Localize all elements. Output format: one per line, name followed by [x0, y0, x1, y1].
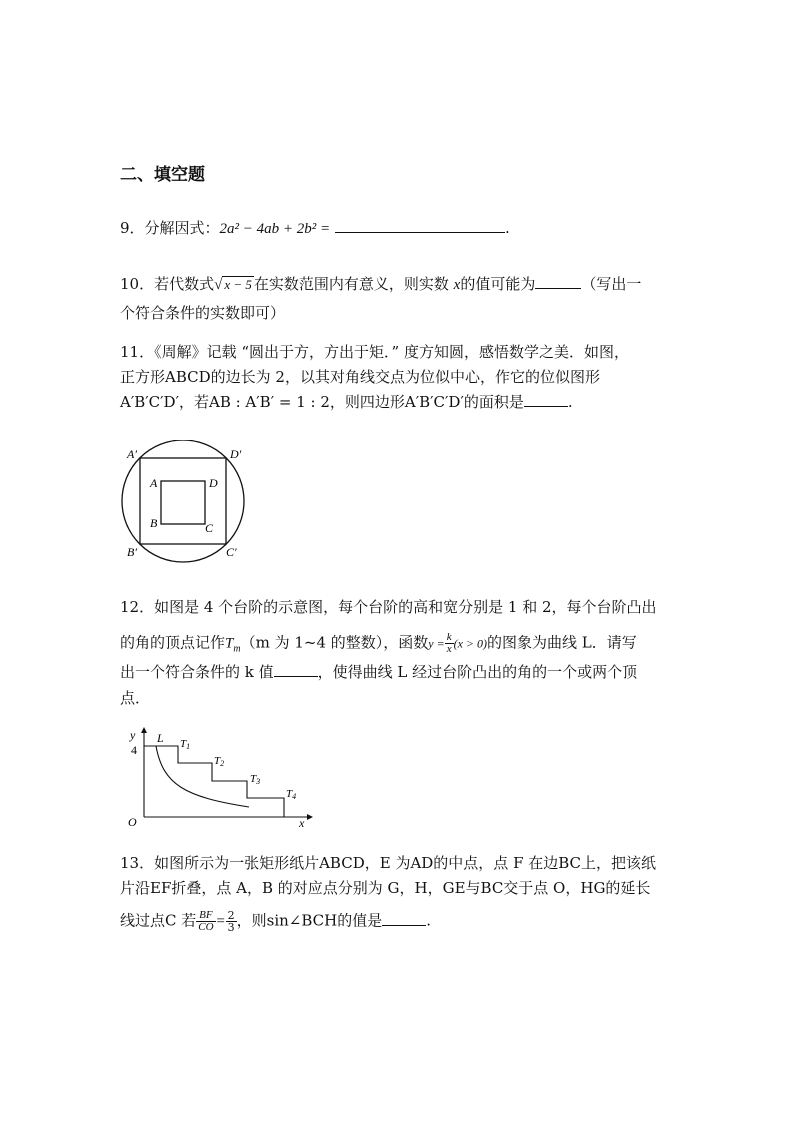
label-d: D — [209, 476, 218, 490]
q12-func-lhs: y = — [428, 636, 445, 651]
label-c: C — [205, 521, 214, 535]
q10-answer-blank[interactable] — [535, 274, 581, 289]
t4-label — [286, 788, 296, 801]
t4-letter: T — [286, 788, 293, 800]
inner-square — [161, 481, 205, 524]
q10-hint: （写出一 — [581, 275, 642, 293]
q12-fraction — [445, 632, 454, 655]
y-axis-arrow — [141, 727, 147, 733]
q13-frac-num: BF — [196, 910, 215, 922]
label-d-prime: D′ — [230, 447, 242, 461]
label-a: A — [150, 476, 158, 490]
question-11-line-2: 正方形ABCD的边长为 2，以其对角线交点为位似中心，作它的位似图形 — [120, 368, 600, 386]
t2-letter: T — [214, 755, 221, 767]
q9-label: 9．分解因式： — [120, 219, 220, 237]
question-12-line-3 — [120, 662, 637, 682]
t1-letter: T — [180, 738, 187, 750]
t3-subscript: 3 — [256, 777, 261, 786]
q10-lead: 10．若代数式 — [120, 275, 215, 293]
q13-frac-den: CO — [198, 921, 214, 933]
q10-var: x — [453, 277, 461, 293]
q12-frac-num: k — [446, 631, 452, 643]
question-10-line-2: 个符合条件的实数即可） — [120, 304, 286, 322]
t3-label — [250, 773, 260, 786]
outer-square — [140, 458, 226, 544]
q13-val-den: 3 — [227, 921, 235, 934]
q10-middle: 在实数范围内有意义，则实数 — [253, 275, 449, 293]
question-11-line-3 — [120, 392, 573, 412]
q12-figure — [125, 725, 315, 830]
label-b: B — [150, 516, 158, 530]
t4-subscript: 4 — [292, 792, 297, 801]
q13-end: . — [426, 911, 432, 930]
q9-answer-blank[interactable] — [335, 218, 505, 233]
q13-fraction-value — [226, 910, 237, 933]
t1-subscript: 1 — [186, 742, 191, 751]
t2-label — [214, 755, 224, 768]
q13-line3-lead: 线过点C 若 — [120, 911, 197, 930]
q10-radicand: x − 5 — [224, 277, 252, 292]
question-13-line-1: 13．如图所示为一张矩形纸片ABCD，E 为AD的中点，点 F 在边BC上，把该纸 — [120, 854, 657, 872]
y-axis-label: y — [130, 728, 136, 742]
question-12-line-1: 12．如图是 4 个台阶的示意图，每个台阶的高和宽分别是 1 和 2，每个台阶凸出 — [120, 598, 657, 616]
question-13-line-2: 片沿EF折叠，点 A，B 的对应点分别为 G，H，GE与BC交于点 O，HG的延长 — [120, 879, 651, 897]
curve-l-label: L — [157, 731, 164, 745]
label-c-prime: C′ — [226, 545, 237, 559]
q11-figure — [115, 440, 255, 568]
t2-subscript: 2 — [220, 759, 225, 768]
q12-tm: T — [225, 635, 234, 652]
label-b-prime: B′ — [127, 545, 137, 559]
x-axis-arrow — [307, 814, 313, 820]
q12-line2-lead: 的角的顶点记作 — [120, 633, 226, 652]
tick-4-label: 4 — [131, 743, 137, 757]
q13-answer-blank[interactable] — [382, 911, 426, 926]
q12-line3-lead: 出一个符合条件的 k 值 — [120, 663, 274, 681]
q12-line2-mid: （m 为 1~4 的整数），函数 — [240, 633, 429, 652]
curve-l — [156, 746, 249, 807]
origin-label: O — [128, 815, 137, 829]
q10-ask: 的值可能为 — [460, 275, 536, 293]
q12-func-cond: (x > 0) — [453, 636, 488, 651]
q11-line3-text: A′B′C′D′，若AB : A′B′ = 1 : 2，则四边形A′B′C′D′的面积是 — [120, 393, 524, 411]
q12-line3-tail: ，使得曲线 L 经过台阶凸出的角的一个或两个顶 — [317, 663, 638, 681]
q9-expression: 2a² − 4ab + 2b² = — [219, 221, 331, 237]
x-axis-label: x — [299, 816, 305, 830]
question-13-line-3 — [120, 910, 431, 933]
q13-val-num: 2 — [227, 909, 235, 922]
question-10-line-1: 10．若代数式√ x − 5 在实数范围内有意义，则实数 x的值可能为 （写出一 — [120, 275, 642, 293]
label-a-prime: A′ — [127, 447, 137, 461]
t1-label — [180, 738, 190, 751]
q12-line2-tail: 的图象为曲线 L．请写 — [487, 633, 637, 652]
question-9 — [120, 218, 510, 239]
question-12-line-4: 点． — [120, 689, 151, 707]
q13-equals: = — [215, 913, 226, 930]
q13-line3-mid: ，则sin∠BCH的值是 — [236, 911, 383, 930]
q9-end: . — [504, 219, 510, 237]
section-title: 二、填空题 — [120, 165, 205, 185]
question-12-line-2 — [120, 632, 637, 660]
q12-answer-blank[interactable] — [274, 662, 318, 677]
q11-end: . — [567, 393, 573, 411]
question-11-line-1: 11．《周解》记载 “圆出于方，方出于矩．” 度方知圆，感悟数学之美．如图， — [120, 343, 629, 361]
q13-fraction-bf-co — [196, 910, 215, 933]
q12-tm-sub: m — [233, 643, 241, 655]
t3-letter: T — [250, 773, 257, 785]
q12-frac-den: x — [446, 643, 452, 655]
q11-answer-blank[interactable] — [524, 392, 568, 407]
